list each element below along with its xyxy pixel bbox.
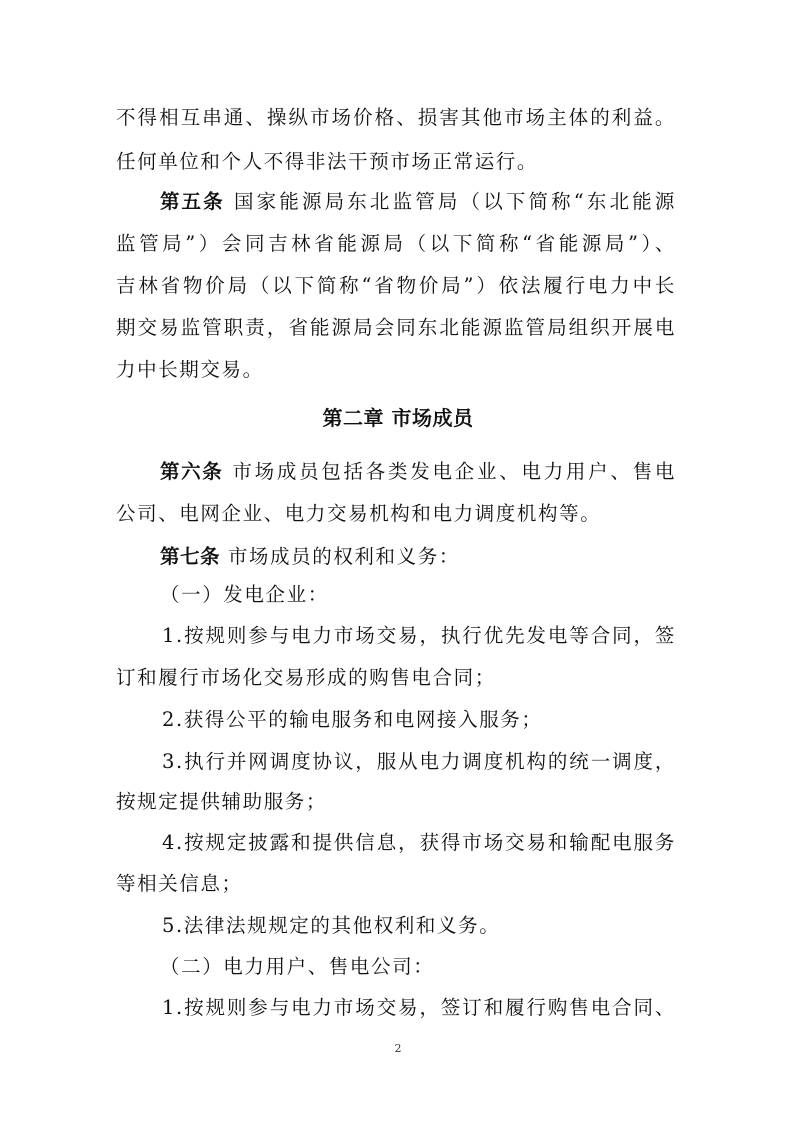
line-text: （二）电力用户、售电公司： — [160, 955, 435, 978]
line-text: 吉林省物价局（以下简称“省物价局”）依法履行电力中长 — [116, 274, 676, 297]
line-text: 2.获得公平的输电服务和电网接入服务； — [162, 708, 543, 731]
article-label: 第六条 — [160, 460, 224, 483]
line-text: 5.法律法规规定的其他权利和义务。 — [162, 914, 501, 937]
article-6-line — [160, 458, 676, 486]
article-7-line — [160, 543, 676, 571]
line-text: 3.执行并网调度协议，服从电力调度机构的统一调度， — [162, 750, 676, 773]
line-text: 等相关信息； — [116, 872, 243, 895]
line-text: 订和履行市场化交易形成的购售电合同； — [116, 666, 496, 689]
text-line — [162, 706, 676, 734]
line-text: （一）发电企业： — [160, 583, 329, 606]
text-line — [116, 230, 676, 258]
text-line — [116, 870, 676, 898]
text-line — [116, 788, 676, 816]
line-text: 市场成员包括各类发电企业、电力用户、售电 — [223, 460, 676, 483]
text-line — [116, 104, 676, 132]
text-line — [116, 272, 676, 300]
text-line — [160, 581, 676, 609]
page-number: 2 — [394, 1042, 402, 1055]
article-label: 第五条 — [160, 190, 225, 213]
line-text: 1.按规则参与电力市场交易，执行优先发电等合同，签 — [162, 624, 676, 647]
line-text: 期交易监管职责，省能源局会同东北能源监管局组织开展电 — [116, 316, 676, 339]
text-line — [116, 500, 676, 528]
line-text: 力中长期交易。 — [116, 358, 264, 381]
line-text: 市场成员的权利和义务： — [220, 545, 460, 568]
article-label: 第七条 — [160, 545, 221, 568]
line-text: 按规定提供辅助服务； — [116, 790, 328, 813]
text-line — [162, 829, 676, 857]
line-text: 1.按规则参与电力市场交易，签订和履行购售电合同、 — [162, 996, 676, 1019]
text-line — [162, 748, 676, 776]
text-line — [160, 953, 676, 981]
line-text: 公司、电网企业、电力交易机构和电力调度机构等。 — [116, 502, 602, 525]
text-line — [116, 356, 676, 384]
line-text: 任何单位和个人不得非法干预市场正常运行。 — [116, 150, 539, 173]
line-text: 监管局”）会同吉林省能源局（以下简称“省能源局”）、 — [116, 232, 676, 255]
chapter-heading: 第二章 市场成员 — [322, 406, 474, 430]
text-line — [116, 148, 676, 176]
line-text: 不得相互串通、操纵市场价格、损害其他市场主体的利益。 — [116, 106, 676, 129]
text-line — [162, 622, 676, 650]
text-line — [116, 664, 676, 692]
line-text: 4.按规定披露和提供信息，获得市场交易和输配电服务 — [162, 831, 676, 854]
text-line — [116, 314, 676, 342]
line-text: 国家能源局东北监管局（以下简称“东北能源 — [224, 190, 676, 213]
text-line — [162, 994, 676, 1022]
article-5-line — [160, 188, 676, 216]
text-line — [162, 912, 676, 940]
